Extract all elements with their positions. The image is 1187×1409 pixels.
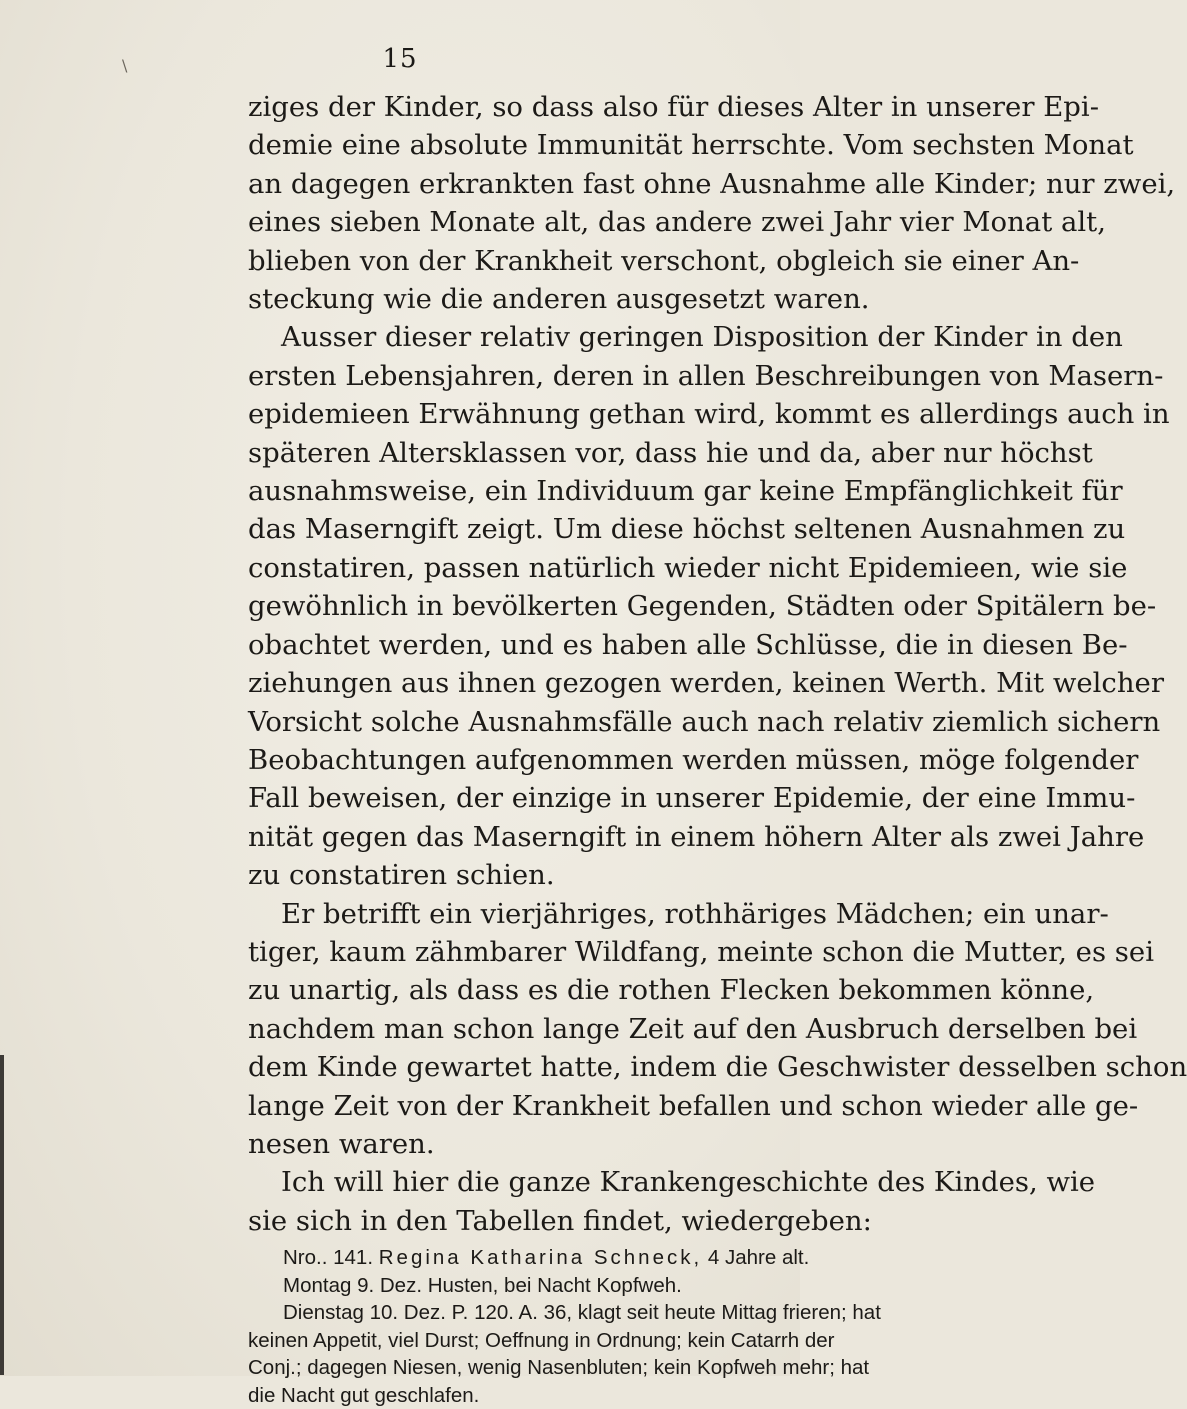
corner-mark: \ xyxy=(122,56,128,75)
text-line: eines sieben Monate alt, das andere zwei Jahr vier Monat alt, xyxy=(248,206,1106,239)
text-line: ziges der Kinder, so dass also für dieses Alter in unserer Epi- xyxy=(248,91,1099,123)
case-header xyxy=(248,1244,810,1272)
text-line: Ich will hier die ganze Krankengeschichte des Kindes, wie xyxy=(281,1166,1096,1199)
text-line: zu unartig, als dass es die rothen Flecken bekommen könne, xyxy=(248,974,1095,1007)
text-line: Er betrifft ein vierjähriges, rothhäriges Mädchen; ein unar- xyxy=(281,897,1109,930)
text-line: demie eine absolute Immunität herrschte. Vom sechsten Monat xyxy=(248,129,1134,162)
text-line: obachtet werden, und es haben alle Schlüsse, die in diesen Be- xyxy=(248,628,1128,661)
text-line: Ausser dieser relativ geringen Disposition der Kinder in den xyxy=(281,321,1123,354)
page-number: 15 xyxy=(382,44,418,74)
case-number: Nro.. 141. xyxy=(283,1246,374,1270)
case-record xyxy=(248,1244,881,1409)
case-line: die Nacht gut geschlafen. xyxy=(248,1383,480,1407)
text-line: nachdem man schon lange Zeit auf den Ausbruch derselben bei xyxy=(248,1012,1138,1045)
case-line: Dienstag 10. Dez. P. 120. A. 36, klagt seit heute Mittag frieren; hat xyxy=(283,1301,881,1325)
text-line: nesen waren. xyxy=(248,1127,435,1160)
text-line: das Maserngift zeigt. Um diese höchst seltenen Ausnahmen zu xyxy=(248,513,1126,546)
text-line: sie sich in den Tabellen findet, wiedergeben: xyxy=(248,1204,872,1237)
main-text xyxy=(248,88,1187,1409)
text-line: epidemieen Erwähnung gethan wird, kommt es allerdings auch in xyxy=(248,398,1170,431)
text-line: ziehungen aus ihnen gezogen werden, keinen Werth. Mit welcher xyxy=(248,667,1164,700)
text-line: Beobachtungen aufgenommen werden müssen, möge folgender xyxy=(248,743,1139,776)
text-line: zu constatiren schien. xyxy=(248,859,555,892)
text-line: dem Kinde gewartet hatte, indem die Geschwister desselben schon xyxy=(248,1051,1187,1084)
text-line: gewöhnlich in bevölkerten Gegenden, Städten oder Spitälern be- xyxy=(248,590,1157,623)
patient-name: Regina Katharina Schneck, xyxy=(378,1246,703,1270)
text-line: Fall beweisen, der einzige in unserer Epidemie, der eine Immu- xyxy=(248,782,1136,815)
case-line: Montag 9. Dez. Husten, bei Nacht Kopfweh. xyxy=(283,1273,682,1297)
text-line: späteren Altersklassen vor, dass hie und da, aber nur höchst xyxy=(248,436,1093,469)
case-line: Conj.; dagegen Niesen, wenig Nasenbluten; kein Kopfweh mehr; hat xyxy=(248,1356,870,1380)
text-line: blieben von der Krankheit verschont, obgleich sie einer An- xyxy=(248,244,1080,277)
text-line: tiger, kaum zähmbarer Wildfang, meinte schon die Mutter, es sei xyxy=(248,935,1154,968)
text-line: lange Zeit von der Krankheit befallen und schon wieder alle ge- xyxy=(248,1089,1139,1122)
text-line: constatiren, passen natürlich wieder nicht Epidemieen, wie sie xyxy=(248,551,1128,584)
patient-age: 4 Jahre alt. xyxy=(707,1246,810,1270)
text-line: nität gegen das Maserngift in einem höhern Alter als zwei Jahre xyxy=(248,820,1145,853)
page-edge-shadow xyxy=(0,1055,4,1375)
case-line: keinen Appetit, viel Durst; Oeffnung in Ordnung; kein Catarrh der xyxy=(248,1328,835,1352)
text-line: ausnahmsweise, ein Individuum gar keine Empfänglichkeit für xyxy=(248,475,1123,508)
text-line: an dagegen erkrankten fast ohne Ausnahme alle Kinder; nur zwei, xyxy=(248,167,1176,200)
text-line: ersten Lebensjahren, deren in allen Beschreibungen von Masern- xyxy=(248,359,1164,392)
text-line: Vorsicht solche Ausnahmsfälle auch nach relativ ziemlich sichern xyxy=(248,705,1161,738)
text-line: steckung wie die anderen ausgesetzt waren. xyxy=(248,283,870,316)
